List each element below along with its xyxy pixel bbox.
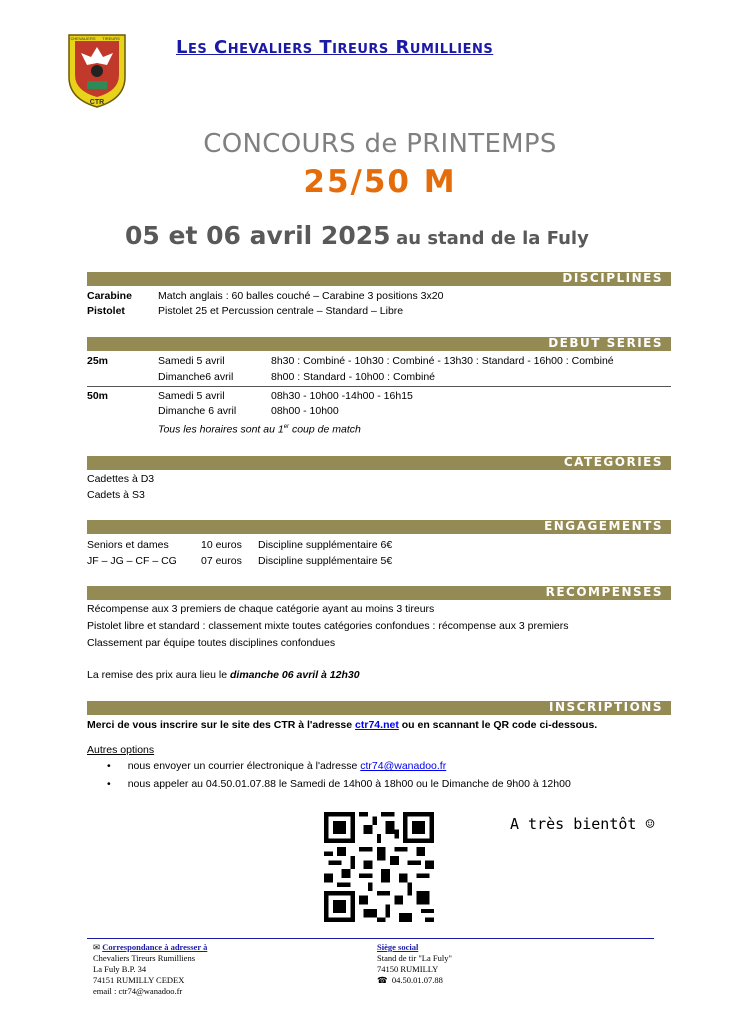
section-categories: [87, 456, 671, 470]
option-phone-text: nous appeler au 04.50.01.07.88 le Samedi de 14h00 à 18h00 ou le Dimanche de 9h00 à 12h00: [127, 778, 571, 790]
section-disciplines-label: DISCIPLINES: [562, 271, 663, 285]
section-categories-label: CATEGORIES: [563, 455, 663, 469]
club-logo-shield: [67, 33, 127, 109]
option-phone: [107, 778, 571, 791]
series-note-sup: er: [283, 424, 290, 430]
section-recompenses-label: RECOMPENSES: [545, 585, 663, 599]
footer-correspondance-title: Correspondance à adresser à: [102, 942, 208, 952]
event-title: CONCOURS de PRINTEMPS: [203, 129, 557, 159]
greeting-text: A très bientôt ☺: [510, 815, 655, 833]
inscription-main-b: ou en scannant le QR code ci-dessous.: [398, 719, 598, 731]
logo-text-ctr: CTR: [89, 99, 105, 106]
event-distance: 25/50 M: [303, 164, 457, 200]
series-50m-hours1: 08h30 - 10h00 -14h00 - 16h15: [271, 390, 413, 402]
prize-ceremony: [87, 669, 360, 682]
logo-text-chevaliers: CHEVALIERS: [70, 36, 96, 41]
email-link[interactable]: ctr74@wanadoo.fr: [360, 760, 447, 772]
inscription-main: [87, 719, 597, 732]
footer-left-line: email : ctr74@wanadoo.fr: [93, 986, 183, 996]
event-date-line: [125, 221, 589, 250]
footer-phone: 04.50.01.07.88: [391, 975, 443, 985]
discipline-pistolet-detail: Pistolet 25 et Percussion centrale – Standard – Libre: [158, 305, 404, 317]
event-date: 05 et 06 avril 2025: [125, 221, 391, 250]
series-25m-day1: Samedi 5 avril: [158, 355, 225, 367]
other-options-title: Autres options: [87, 744, 155, 756]
engagement-price: 10 euros: [201, 539, 242, 551]
discipline-pistolet-name: Pistolet: [87, 305, 125, 317]
footer-right-line: 74150 RUMILLY: [377, 964, 439, 974]
footer-left-line: Chevaliers Tireurs Rumilliens: [93, 953, 195, 963]
section-debut-series-label: DEBUT SERIES: [548, 336, 663, 350]
bullet-icon: •: [107, 760, 111, 772]
series-50m-label: 50m: [87, 390, 109, 402]
footer-siege-title: Siège social: [377, 942, 419, 952]
series-25m-label: 25m: [87, 355, 109, 367]
footer-left-line: La Fuly B.P. 34: [93, 964, 147, 974]
series-note-b: coup de match: [289, 423, 361, 436]
footer-left-line: 74151 RUMILLY CEDEX: [93, 975, 185, 985]
engagement-who: Seniors et dames: [87, 539, 169, 551]
discipline-carabine-detail: Match anglais : 60 balles couché – Carabine 3 positions 3x20: [158, 290, 444, 302]
prize-ceremony-text: La remise des prix aura lieu le: [87, 669, 230, 681]
ctr74-website-link[interactable]: ctr74.net: [355, 719, 399, 731]
bullet-icon: •: [107, 778, 111, 790]
engagement-extra: Discipline supplémentaire 6€: [258, 539, 393, 551]
series-50m-day1: Samedi 5 avril: [158, 390, 225, 402]
series-25m-day2: Dimanche6 avril: [158, 371, 234, 383]
engagement-extra: Discipline supplémentaire 5€: [258, 555, 393, 567]
mail-icon: ✉: [93, 942, 101, 952]
recompense-line: Récompense aux 3 premiers de chaque catégorie ayant au moins 3 tireurs: [87, 603, 435, 615]
phone-icon: ☎: [377, 975, 388, 985]
prize-ceremony-date: dimanche 06 avril à 12h30: [230, 669, 360, 681]
footer-siege: [377, 942, 452, 986]
option-email: [107, 760, 446, 773]
inscription-main-a: Merci de vous inscrire sur le site des CTR à l'adresse: [87, 719, 356, 731]
series-note: [158, 421, 361, 437]
section-debut-series: [87, 337, 671, 351]
qr-code[interactable]: [324, 812, 434, 922]
category-item: Cadets à S3: [87, 489, 145, 501]
section-inscriptions: [87, 701, 671, 715]
section-recompenses: [87, 586, 671, 600]
option-email-text: nous envoyer un courrier électronique à l'adresse: [127, 760, 361, 772]
section-inscriptions-label: INSCRIPTIONS: [549, 700, 663, 714]
footer-correspondance: [93, 942, 207, 997]
footer-phone-row: [377, 975, 452, 986]
recompense-line: Classement par équipe toutes disciplines confondues: [87, 637, 336, 649]
series-divider: [87, 386, 671, 387]
section-disciplines: [87, 272, 671, 286]
series-50m-day2: Dimanche 6 avril: [158, 405, 237, 417]
discipline-carabine-name: Carabine: [87, 290, 132, 302]
recompense-line: Pistolet libre et standard : classement mixte toutes catégories confondues : récompense aux 3 premiers: [87, 620, 569, 632]
section-engagements: [87, 520, 671, 534]
logo-text-tireurs: TIREURS: [102, 36, 120, 41]
category-item: Cadettes à D3: [87, 473, 155, 485]
engagement-who: JF – JG – CF – CG: [87, 555, 177, 567]
club-title: Les Chevaliers Tireurs Rumilliens: [176, 37, 494, 58]
section-engagements-label: ENGAGEMENTS: [544, 519, 663, 533]
event-place: au stand de la Fuly: [396, 228, 589, 249]
footer-divider: [87, 938, 654, 939]
series-25m-hours2: 8h00 : Standard - 10h00 : Combiné: [271, 371, 436, 383]
series-50m-hours2: 08h00 - 10h00: [271, 405, 339, 417]
series-note-a: Tous les horaires sont au 1: [158, 423, 284, 436]
series-25m-hours1: 8h30 : Combiné - 10h30 : Combiné - 13h30 : Standard - 16h00 : Combiné: [271, 355, 614, 367]
footer-correspondance-title-row: [93, 942, 207, 953]
footer-right-line: Stand de tir "La Fuly": [377, 953, 452, 963]
engagement-price: 07 euros: [201, 555, 242, 567]
